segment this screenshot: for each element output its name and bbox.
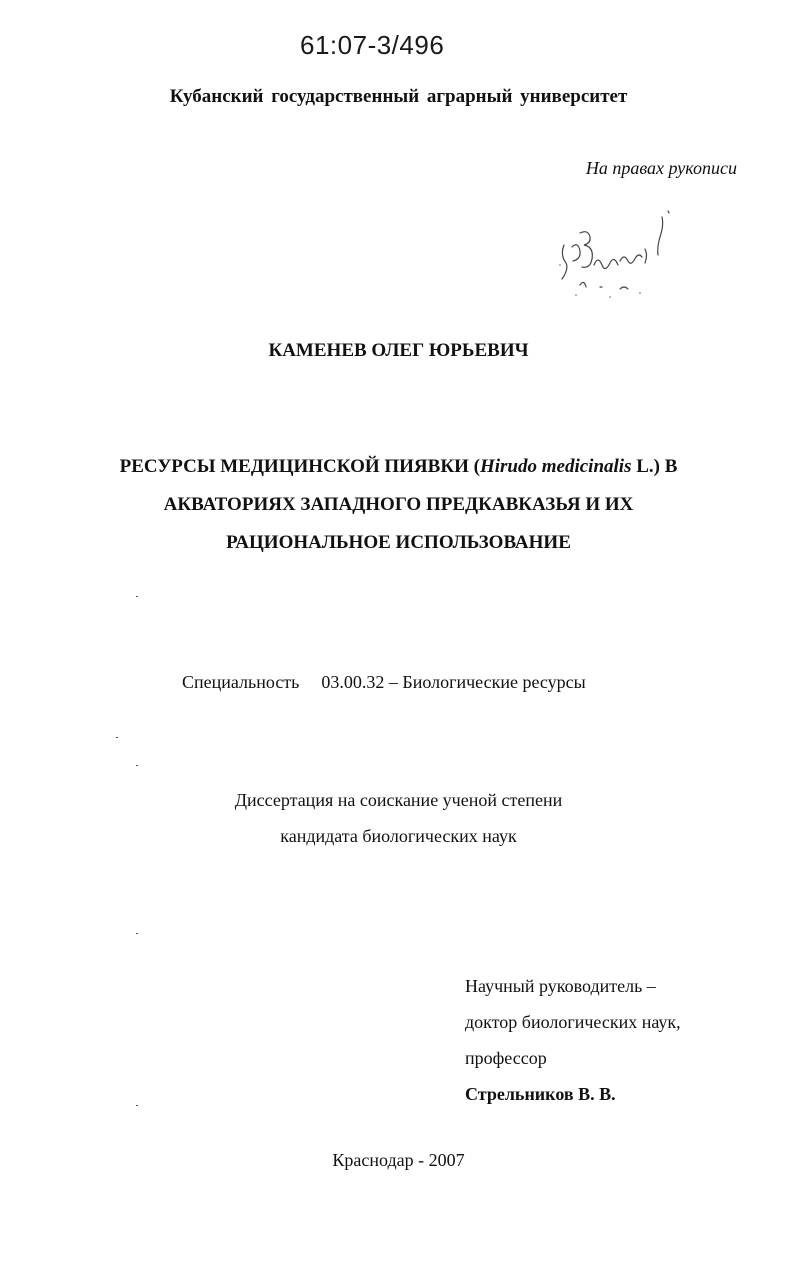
scan-speck — [136, 933, 138, 934]
university-name: Кубанский государственный аграрный университет — [169, 86, 628, 107]
specialty-label: Специальность — [182, 672, 300, 692]
advisor-title: профессор — [465, 1048, 547, 1068]
title-line-3: РАЦИОНАЛЬНОЕ ИСПОЛЬЗОВАНИЕ — [226, 532, 571, 553]
scan-speck — [116, 737, 118, 738]
degree-line-1: Диссертация на соискание ученой степени — [234, 790, 563, 810]
handwritten-signature — [550, 205, 680, 305]
scientific-advisor — [465, 968, 681, 1112]
dissertation-title — [60, 448, 737, 562]
advisor-line-2: доктор биологических наук, — [465, 1012, 681, 1032]
specialty — [182, 672, 586, 693]
scan-speck — [136, 596, 138, 597]
city-year: Краснодар - 2007 — [332, 1150, 465, 1170]
title-line-2: АКВАТОРИЯХ ЗАПАДНОГО ПРЕДКАВКАЗЬЯ И ИХ — [163, 494, 634, 515]
advisor-line-3 — [465, 1040, 681, 1112]
author-name: КАМЕНЕВ ОЛЕГ ЮРЬЕВИЧ — [268, 340, 529, 361]
degree-statement — [0, 782, 797, 854]
advisor-line-1: Научный руководитель – — [465, 976, 656, 996]
scan-speck — [136, 765, 138, 766]
specialty-code: 03.00.32 – Биологические ресурсы — [321, 672, 586, 692]
species-name: Hirudo medicinalis — [479, 456, 632, 477]
catalog-number: 61:07-3/496 — [300, 30, 445, 60]
scan-speck — [136, 1105, 138, 1106]
title-line-1-end: L.) В — [631, 456, 678, 477]
degree-line-2: кандидата биологических наук — [280, 826, 517, 846]
title-line-1-start: РЕСУРСЫ МЕДИЦИНСКОЙ ПИЯВКИ ( — [119, 456, 480, 477]
advisor-name: Стрельников В. В. — [465, 1084, 616, 1104]
rights-note: На правах рукописи — [585, 158, 737, 178]
title-line-1 — [60, 448, 737, 486]
